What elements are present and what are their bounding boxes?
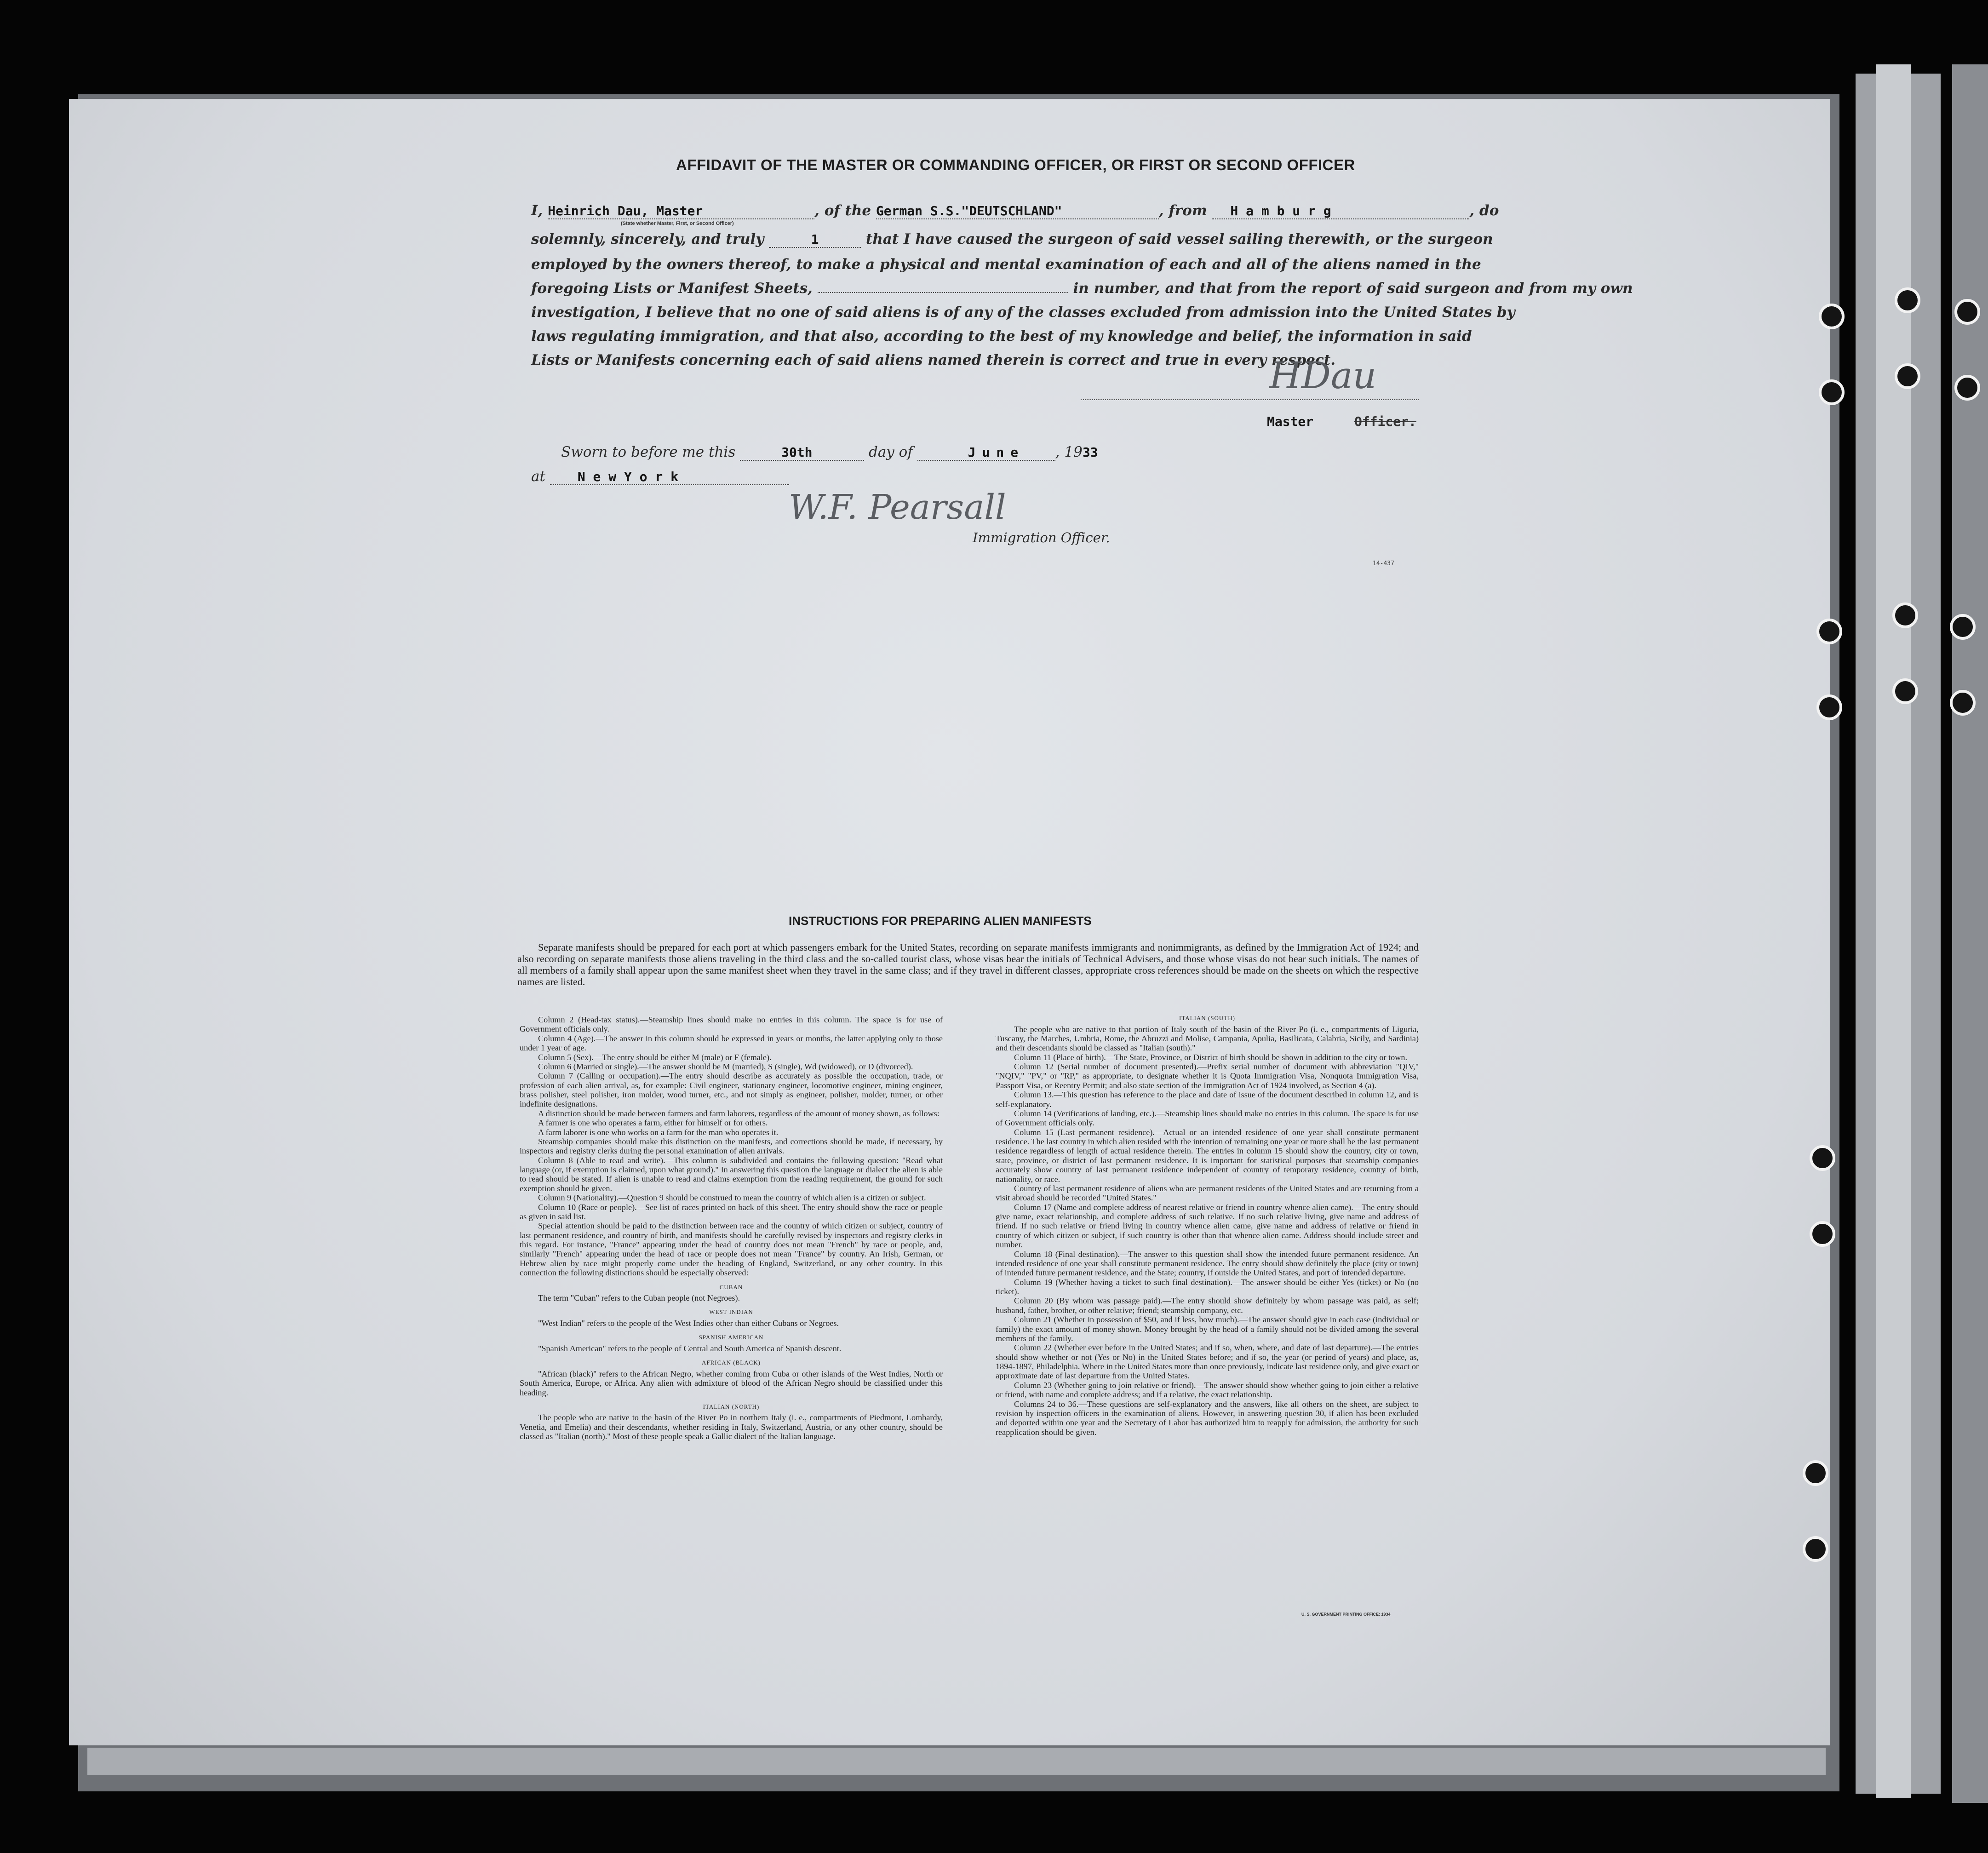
affidavit-line-5: investigation, I believe that no one of said aliens is of any of the classes excluded from admission into the United States by [531,304,1515,321]
do-label: do [1479,202,1499,219]
section-heading-spanish-american: SPANISH AMERICAN [699,1334,764,1341]
page-bottom-edge [87,1748,1826,1775]
instruction-paragraph: Country of last permanent residence of aliens who are permanent residents of the United States and are returning from a visit abroad should be recorded "United States." [996,1183,1419,1203]
master-title: Master [1267,414,1314,429]
binding-hole [1810,1221,1835,1247]
binding-hole [1816,694,1842,720]
instruction-paragraph: Column 2 (Head-tax status).—Steamship lines should make no entries in this column. The space is for use of Government officials only. [520,1015,943,1034]
binding-hole [1895,363,1920,389]
at-label: at [531,468,545,485]
binding-hole [1819,304,1845,329]
sworn-day: 30th [740,445,864,461]
instruction-paragraph: Column 19 (Whether having a ticket to such final destination).—The answer should be either Yes (ticket) or No (no ticket). [996,1277,1419,1297]
instruction-paragraph: Column 13.—This question has reference to the place and date of issue of the document described in column 12, and is self-explanatory. [996,1090,1419,1109]
instruction-paragraph: Columns 24 to 36.—These questions are self-explanatory and the answers, like all others on the sheet, are subject to revision by inspection officers in the examination of aliens. However, in answering question 30, if alien has been excluded and deported within one year and the Secretary of Labor has authorized him to reapply for admission, the authority for such reapplication should be given. [996,1399,1419,1437]
instruction-paragraph: "West Indian" refers to the people of the West Indies other than either Cubans or Negroes. [538,1318,839,1328]
affidavit-text: solemnly, sincerely, and truly [531,231,764,247]
affidavit-text: foregoing Lists or Manifest Sheets, [531,280,813,297]
master-signature: HDau [1269,354,1377,397]
vessel-field: German S.S."DEUTSCHLAND" [876,203,1159,219]
affidavit-line-1: I, Heinrich Dau, Master , of the German S.S."DEUTSCHLAND" , from H a m b u r g , do [531,202,1499,219]
affidavit-title: AFFIDAVIT OF THE MASTER OR COMMANDING OFFICER, OR FIRST OR SECOND OFFICER [676,156,1355,173]
affidavit-line-2 [531,231,1493,248]
instructions-title: INSTRUCTIONS FOR PREPARING ALIEN MANIFESTS [789,914,1092,928]
printing-office-imprint: U. S. GOVERNMENT PRINTING OFFICE: 1934 [1301,1612,1391,1617]
sworn-label: Sworn to before me this [561,444,736,460]
instruction-paragraph: Column 18 (Final destination).—The answer to this question shall show the intended future permanent residence. An intended residence of one year shall constitute permanent residence. The entry should show definitely the place (city or town) of intended future permanent residence, and the State; country, if outside the United States, and port of intended departure. [996,1249,1419,1278]
instruction-paragraph: Column 21 (Whether in possession of $50, and if less, how much).—The answer should give in each case (individual or family) the exact amount of money shown. Money brought by the head of a family should not be divided among the several members of the family. [996,1315,1419,1343]
instruction-paragraph: Column 22 (Whether ever before in the United States; and if so, when, where, and date of last departure).—The entries should show whether or not (Yes or No) in the United States before; and if so, the year (or period of years) and place, as, 1894-1897, Philadelphia. Where in the United States more than once previously, indicate last residence only, and give exact or approximate date of last departure from the United States. [996,1343,1419,1381]
affidavit-line-3: employed by the owners thereof, to make a physical and mental examination of each and all of the aliens named in the [531,256,1481,273]
binding-strip-inner [1876,64,1911,1798]
at-place: N e w Y o r k [550,469,789,485]
instruction-paragraph: Column 4 (Age).—The answer in this column should be expressed in years or months, the latter applying only to those under 1 year of age. [520,1033,943,1053]
day-of-label: day of [868,444,913,460]
count-field: 1 [769,232,861,248]
binding-hole [1819,379,1845,405]
instruction-paragraph: Column 23 (Whether going to join relative or friend).—The answer should show whether going to join either a relative or friend, with name and complete address; and if a relative, the exact relationship. [996,1380,1419,1400]
binding-hole [1954,299,1980,325]
instruction-paragraph: The people who are native to the basin of the River Po in northern Italy (i. e., compartments of Piedmont, Lombardy, Venetia, and Emelia) and their descendants, whether residing in Italy, Switzerland, Austria, or any other country, should be classed as "Italian (north)." Most of these people speak a Gallic dialect of the Italian language. [520,1413,943,1441]
officer-name-field: Heinrich Dau, Master [548,203,814,219]
year-prefix: , 19 [1055,444,1083,460]
affidavit-text: that I have caused the surgeon of said vessel sailing therewith, or the surgeon [865,231,1493,247]
instruction-paragraph: Column 20 (By whom was passage paid).—The entry should show definitely by whom passage was paid, as self; husband, father, brother, or other relative; friend; steamship company, etc. [996,1296,1419,1315]
binding-hole [1950,614,1976,640]
signature-rule [1081,399,1419,400]
officer-struck: Officer. [1354,414,1416,429]
instruction-paragraph: The people who are native to that portion of Italy south of the basin of the River Po (i. e., compartments of Liguria, Tuscany, the Marches, Umbria, Rome, the Abruzzi and Molise, Campania, Apulia, Basilicata, Calabria, Sicily, and Sardinia) and their descendants should be classed as "Italian (south)." [996,1024,1419,1053]
instruction-paragraph: Special attention should be paid to the distinction between race and the country of which citizen or subject, country of last permanent residence, and country of birth, and manifests should be carefully revised by inspectors and registry clerks in this regard. For instance, "France" appearing under the head of country does not mean "French" by race or people, and, similarly "French" appearing under the head of race or people does not mean "France" by country. An Irish, German, or Hebrew alien by race might properly come under the heading of England, Switzerland, or any other country. In this connection the following distinctions should be especially observed: [520,1221,943,1278]
instruction-paragraph: The term "Cuban" refers to the Cuban people (not Negroes). [538,1293,740,1303]
affidavit-line-4 [531,280,1633,297]
next-page-edge [1952,64,1988,1803]
from-port-field: H a m b u r g [1212,203,1469,219]
binding-hole [1803,1460,1828,1486]
instruction-paragraph: Column 6 (Married or single).—The answer should be M (married), S (single), Wd (widowed), or D (divorced). [538,1061,913,1071]
instruction-paragraph: A farmer is one who operates a farm, either for himself or for others. [538,1118,768,1128]
instruction-paragraph: Column 10 (Race or people).—See list of races printed on back of this sheet. The entry should show the race or people as given in said list. [520,1202,943,1221]
affidavit-text: in number, and that from the report of said surgeon and from my own [1073,280,1633,297]
binding-hole [1950,690,1976,716]
instructions-right-column [996,1015,1419,1437]
section-heading-italian-north: ITALIAN (NORTH) [703,1403,760,1410]
binding-hole [1816,619,1842,644]
instruction-paragraph: Column 7 (Calling or occupation).—The entry should describe as accurately as possible the occupation, trade, or profession of each alien arrival, as, for example: Civil engineer, stationary engineer, locomotive engineer, mining engineer, brass polisher, steel polisher, iron molder, wood turner, etc., and not simply as engineer, polisher, molder, turner, or other indefinite designations. [520,1071,943,1109]
sworn-month: June [917,445,1055,461]
instruction-paragraph: A distinction should be made between farmers and farm laborers, regardless of the amount of money shown, as follows: [538,1108,940,1118]
section-heading-west-indian: WEST INDIAN [709,1308,753,1316]
i-label: I, [531,202,543,219]
instruction-paragraph: Column 17 (Name and complete address of nearest relative or friend in country whence alien came).—The entry should give name, exact relationship, and complete address of such relative. If no such relative living, give name and address of friend. If no such relative or friend living in country whence alien came, give name and address of relative or friend in country of which citizen or subject, if such country is other than that whence alien came. Address should include street and number. [996,1202,1419,1250]
binding-hole [1892,602,1918,628]
instruction-paragraph: Column 5 (Sex).—The entry should be either M (male) or F (female). [538,1052,772,1062]
immigration-officer-signature: W.F. Pearsall [789,488,1006,527]
instruction-paragraph: "Spanish American" refers to the people of Central and South America of Spanish descent. [538,1343,842,1353]
instructions-left-column [520,1015,943,1441]
officer-note: (State whether Master, First, or Second Officer) [621,221,734,226]
of-the-label: of the [824,202,871,219]
at-line [531,468,789,485]
instructions-intro: Separate manifests should be prepared for each port at which passengers embark for the United States, recording on separate manifests immigrants and nonimmigrants, as defined by the Immigration Act of 1924; and also recording on separate manifests those aliens traveling in the third class and the so-called tourist class, whose visas bear the initials of Technical Advisers, and those whose visas do not bear such initials. The names of all members of a family shall appear upon the same manifest sheet when they travel in the same class; and if they travel in different classes, appropriate cross references should be made on the sheets on which the respective names are listed. [517,941,1419,987]
binding-hole [1892,678,1918,704]
binding-hole [1810,1145,1835,1171]
section-heading-italian-south: ITALIAN (SOUTH) [1179,1015,1235,1021]
section-heading-cuban: CUBAN [719,1283,743,1291]
instruction-paragraph: Column 12 (Serial number of document presented).—Prefix serial number of document with abbreviation "QIV," "NQIV," "PV," or "RP," as appropriate, to designate whether it is Quota Immigration Visa, Nonquota Immigration Visa, Passport Visa, or Reentry Permit; and also state section of the Immigration Act of 1924 involved, as Section 4 (a). [996,1062,1419,1090]
instruction-paragraph: Steamship companies should make this distinction on the manifests, and corrections should be made, if necessary, by inspectors and registry clerks during the personal examination of alien arrivals. [520,1136,943,1156]
binding-hole [1803,1536,1828,1562]
instruction-paragraph: Column 14 (Verifications of landing, etc.).—Steamship lines should make no entries in this column. The space is for use of Government officials only. [996,1108,1419,1128]
instruction-paragraph: "African (black)" refers to the African Negro, whether coming from Cuba or other islands of the West Indies, North or South America, Europe, or Africa. Any alien with admixture of blood of the African Negro should be classified under this heading. [520,1369,943,1397]
instruction-paragraph: Column 9 (Nationality).—Question 9 should be construed to mean the country of which alien is a citizen or subject. [538,1193,926,1203]
instruction-paragraph: Column 8 (Able to read and write).—This column is subdivided and contains the following question: "Read what language (or, if exemption is claimed, upon what ground)." In answering this question the language or dialect the alien is able to read should be stated. If alien is unable to read and claims exemption from the reading requirement, the ground for such exemption should be given. [520,1155,943,1193]
instruction-paragraph: Column 11 (Place of birth).—The State, Province, or District of birth should be shown in addition to the city or town. [1014,1052,1408,1062]
affidavit-line-7: Lists or Manifests concerning each of said aliens named therein is correct and true in every respect. [531,352,1335,368]
binding-hole [1954,375,1980,401]
form-number: 14-437 [1373,560,1394,567]
from-label: from [1169,202,1207,219]
binding-hole [1895,287,1920,313]
section-heading-african: AFRICAN (BLACK) [701,1359,761,1366]
sworn-line [561,444,1098,461]
affidavit-line-6: laws regulating immigration, and that also, according to the best of my knowledge and belief, the information in said [531,328,1472,344]
immigration-officer-label: Immigration Officer. [973,530,1110,545]
instruction-paragraph: A farm laborer is one who works on a farm for the man who operates it. [538,1127,779,1137]
number-blank [818,292,1068,293]
instruction-paragraph: Column 15 (Last permanent residence).—Actual or an intended residence of one year shall constitute permanent residence. The last country in which alien resided with the intention of remaining one year or more shall be the last permanent residence regardless of length of actual residence therein. The entries in column 15 should show the country, city or town, state, province, or district of last permanent residence. It is important for statistical purposes that steamship companies accurately show country of last permanent residence independent of country of temporary residence, country of birth, nationality, or race. [996,1127,1419,1184]
sworn-year: 33 [1082,445,1098,460]
